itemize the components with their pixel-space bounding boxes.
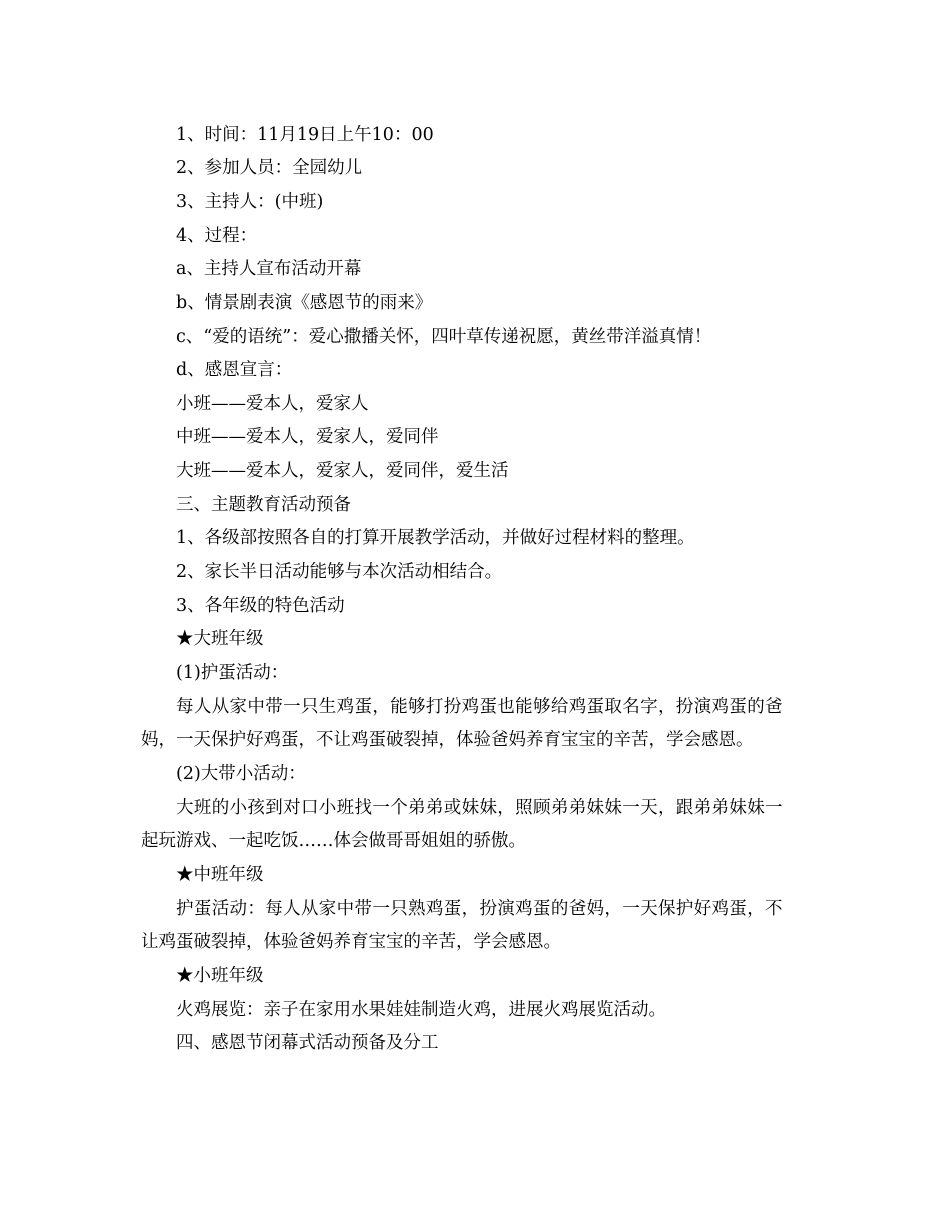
- declaration-big-class: 大班——爱本人，爱家人，爱同伴，爱生活: [176, 461, 509, 481]
- turkey-exhibition-text: 火鸡展览：亲子在家用水果娃娃制造火鸡，进展火鸡展览活动。: [176, 1000, 666, 1020]
- middle-egg-text-2: 让鸡蛋破裂掉，体验爸妈养育宝宝的辛苦，学会感恩。: [141, 932, 561, 952]
- egg-activity-text-1: 每人从家中带一只生鸡蛋，能够打扮鸡蛋也能够给鸡蛋取名字，扮演鸡蛋的爸: [176, 697, 783, 717]
- prep-item-3: 3、各年级的特色活动: [176, 596, 345, 616]
- section-heading-3: 三、主题教育活动预备: [176, 495, 351, 515]
- participants: 2、参加人员：全园幼儿: [176, 158, 363, 178]
- big-help-small-text-1: 大班的小孩到对口小班找一个弟弟或妹妹，照顾弟弟妹妹一天，跟弟弟妹妹一: [176, 798, 783, 818]
- egg-activity-text-2: 妈，一天保护好鸡蛋，不让鸡蛋破裂掉，体验爸妈养育宝宝的辛苦，学会感恩。: [141, 730, 754, 750]
- host: 3、主持人：(中班): [176, 192, 324, 212]
- process-item-c: c、“爱的语统”：爱心撒播关怀，四叶草传递祝愿，黄丝带洋溢真情！: [176, 327, 712, 347]
- big-help-small-text-2: 起玩游戏、一起吃饭……体会做哥哥姐姐的骄傲。: [141, 831, 526, 851]
- declaration-middle-class: 中班——爱本人，爱家人，爱同伴: [176, 427, 439, 447]
- big-class-heading: ★大班年级: [176, 629, 264, 649]
- middle-egg-text-1: 护蛋活动：每人从家中带一只熟鸡蛋，扮演鸡蛋的爸妈，一天保护好鸡蛋，不: [176, 899, 783, 919]
- egg-activity-heading: (1)护蛋活动：: [176, 663, 289, 683]
- small-class-heading: ★小班年级: [176, 966, 264, 986]
- declaration-small-class: 小班——爱本人，爱家人: [176, 394, 369, 414]
- process-item-b: b、情景剧表演《感恩节的雨来》: [176, 293, 433, 313]
- process-heading: 4、过程：: [176, 226, 258, 246]
- section-heading-4: 四、感恩节闭幕式活动预备及分工: [176, 1033, 439, 1053]
- middle-class-heading: ★中班年级: [176, 865, 264, 885]
- schedule-time: 1、时间：11月19日上午10：00: [176, 125, 434, 145]
- process-item-d: d、感恩宣言：: [176, 360, 293, 380]
- process-item-a: a、主持人宣布活动开幕: [176, 259, 362, 279]
- prep-item-1: 1、各级部按照各自的打算开展教学活动，并做好过程材料的整理。: [176, 528, 695, 548]
- big-help-small-heading: (2)大带小活动：: [176, 764, 306, 784]
- prep-item-2: 2、家长半日活动能够与本次活动相结合。: [176, 562, 503, 582]
